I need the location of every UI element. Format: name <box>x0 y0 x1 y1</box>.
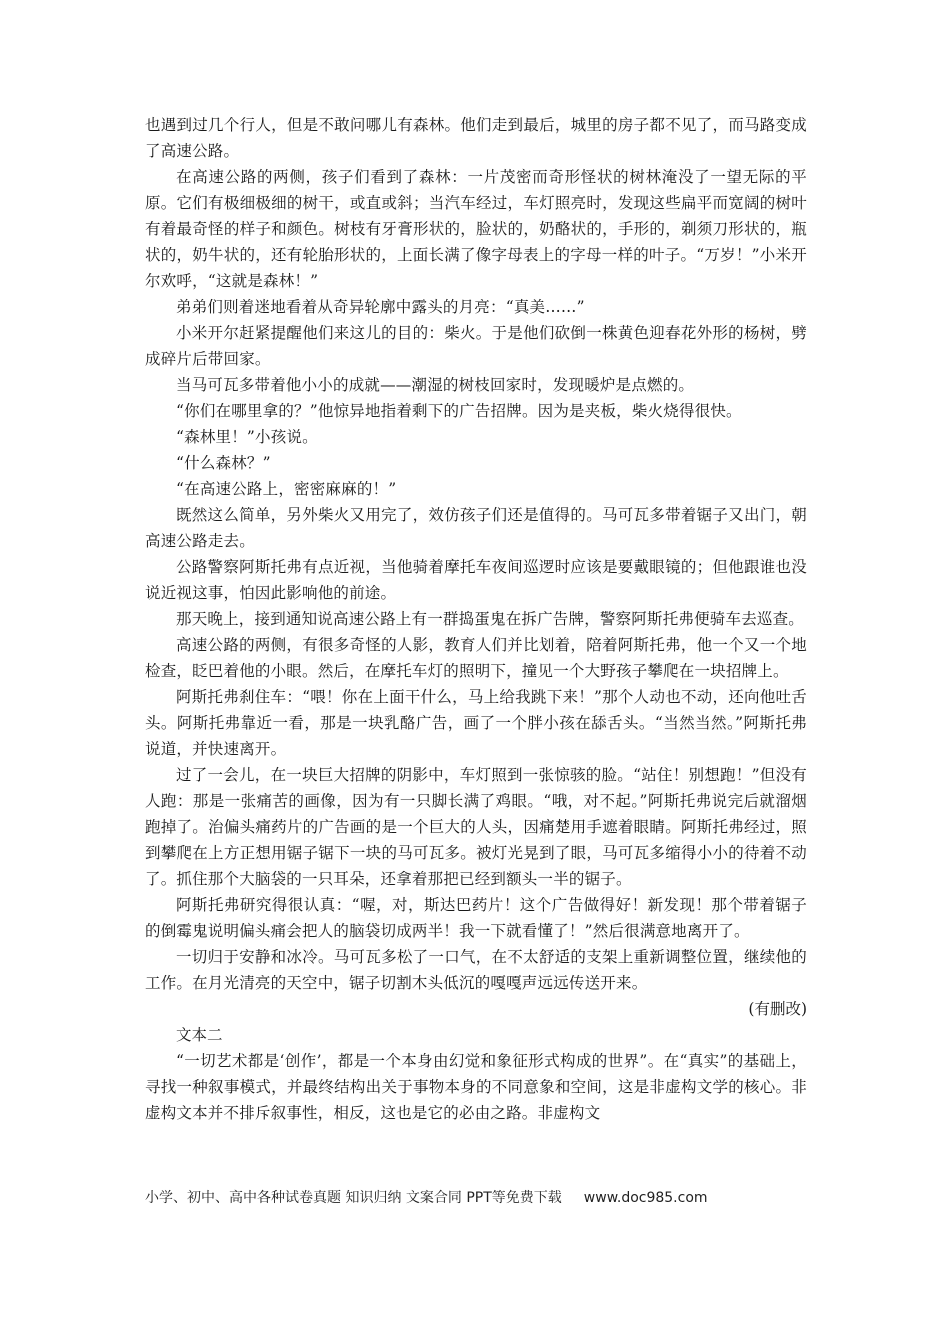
paragraph: 既然这么简单，另外柴火又用完了，效仿孩子们还是值得的。马可瓦多带着锯子又出门，朝高速公路走去。 <box>145 506 807 550</box>
paragraph: 阿斯托弗研究得很认真：“喔，对，斯达巴药片！这个广告做得好！新发现！那个带着锯子的倒霉鬼说明偏头痛会把人的脑袋切成两半！我一下就看懂了！”然后很满意地离开了。 <box>145 896 807 940</box>
paragraph: “一切艺术都是‘创作’，都是一个本身由幻觉和象征形式构成的世界”。在“真实”的基础上，寻找一种叙事模式，并最终结构出关于事物本身的不同意象和空间，这是非虚构文学的核心。非虚构文本并不排斥叙事性，相反，这也是它的必由之路。非虚构文 <box>145 1052 807 1122</box>
paragraph: 也遇到过几个行人，但是不敢问哪儿有森林。他们走到最后，城里的房子都不见了，而马路变成了高速公路。 <box>145 116 807 160</box>
document-body <box>145 112 807 1126</box>
paragraph: 那天晚上，接到通知说高速公路上有一群捣蛋鬼在拆广告牌，警察阿斯托弗便骑车去巡查。 <box>176 610 805 628</box>
footer <box>145 1188 807 1208</box>
paragraph: “你们在哪里拿的？”他惊异地指着剩下的广告招牌。因为是夹板，柴火烧得很快。 <box>176 402 742 420</box>
footer-url[interactable]: www.doc985.com <box>583 1190 708 1206</box>
source-note: (有删改) <box>748 1000 807 1018</box>
paragraph: 一切归于安静和冰冷。马可瓦多松了一口气，在不太舒适的支架上重新调整位置，继续他的工作。在月光清亮的天空中，锯子切割木头低沉的嘎嘎声远远传送开来。 <box>145 948 807 992</box>
footer-text: 小学、初中、高中各种试卷真题 知识归纳 文案合同 PPT等免费下载 <box>145 1190 562 1206</box>
paragraph: “森林里！”小孩说。 <box>176 428 318 446</box>
paragraph: 小米开尔赶紧提醒他们来这儿的目的：柴火。于是他们砍倒一株黄色迎春花外形的杨树，劈成碎片后带回家。 <box>145 324 807 368</box>
paragraph: 过了一会儿，在一块巨大招牌的阴影中，车灯照到一张惊骇的脸。“站住！别想跑！”但没有人跑：那是一张痛苦的画像，因为有一只脚长满了鸡眼。“哦，对不起。”阿斯托弗说完后就溜烟跑掉了。治偏头痛药片的广告画的是一个巨大的人头，因痛楚用手遮着眼睛。阿斯托弗经过，照到攀爬在上方正想用锯子锯下一块的马可瓦多。被灯光晃到了眼，马可瓦多缩得小小的待着不动了。抓住那个大脑袋的一只耳朵，还拿着那把已经到额头一半的锯子。 <box>145 766 807 888</box>
paragraph: 当马可瓦多带着他小小的成就——潮湿的树枝回家时，发现暖炉是点燃的。 <box>176 376 695 394</box>
paragraph: 阿斯托弗刹住车：“喂！你在上面干什么，马上给我跳下来！”那个人动也不动，还向他吐舌头。阿斯托弗靠近一看，那是一块乳酪广告，画了一个胖小孩在舔舌头。“当然当然。”阿斯托弗说道，并快速离开。 <box>145 688 807 758</box>
paragraph: 高速公路的两侧，有很多奇怪的人影，教育人们并比划着，陪着阿斯托弗，他一个又一个地检查，眨巴着他的小眼。然后，在摩托车灯的照明下，撞见一个大野孩子攀爬在一块招牌上。 <box>145 636 807 680</box>
paragraph: “在高速公路上，密密麻麻的！” <box>176 480 397 498</box>
text-one <box>145 112 807 996</box>
paragraph: 弟弟们则着迷地看着从奇异轮廓中露头的月亮：“真美……” <box>176 298 585 316</box>
paragraph: 在高速公路的两侧，孩子们看到了森林：一片茂密而奇形怪状的树林淹没了一望无际的平原。它们有极细极细的树干，或直或斜；当汽车经过，车灯照亮时，发现这些扁平而宽阔的树叶有着最奇怪的样子和颜色。树枝有牙膏形状的，脸状的，奶酪状的，手形的，剃须刀形状的，瓶状的，奶牛状的，还有轮胎形状的，上面长满了像字母表上的字母一样的叶子。“万岁！”小米开尔欢呼，“这就是森林！” <box>145 168 807 290</box>
section-title: 文本二 <box>176 1026 223 1044</box>
paragraph: 公路警察阿斯托弗有点近视，当他骑着摩托车夜间巡逻时应该是要戴眼镜的；但他跟谁也没说近视这事，怕因此影响他的前途。 <box>145 558 807 602</box>
paragraph: “什么森林？” <box>176 454 271 472</box>
text-two <box>145 1048 807 1126</box>
